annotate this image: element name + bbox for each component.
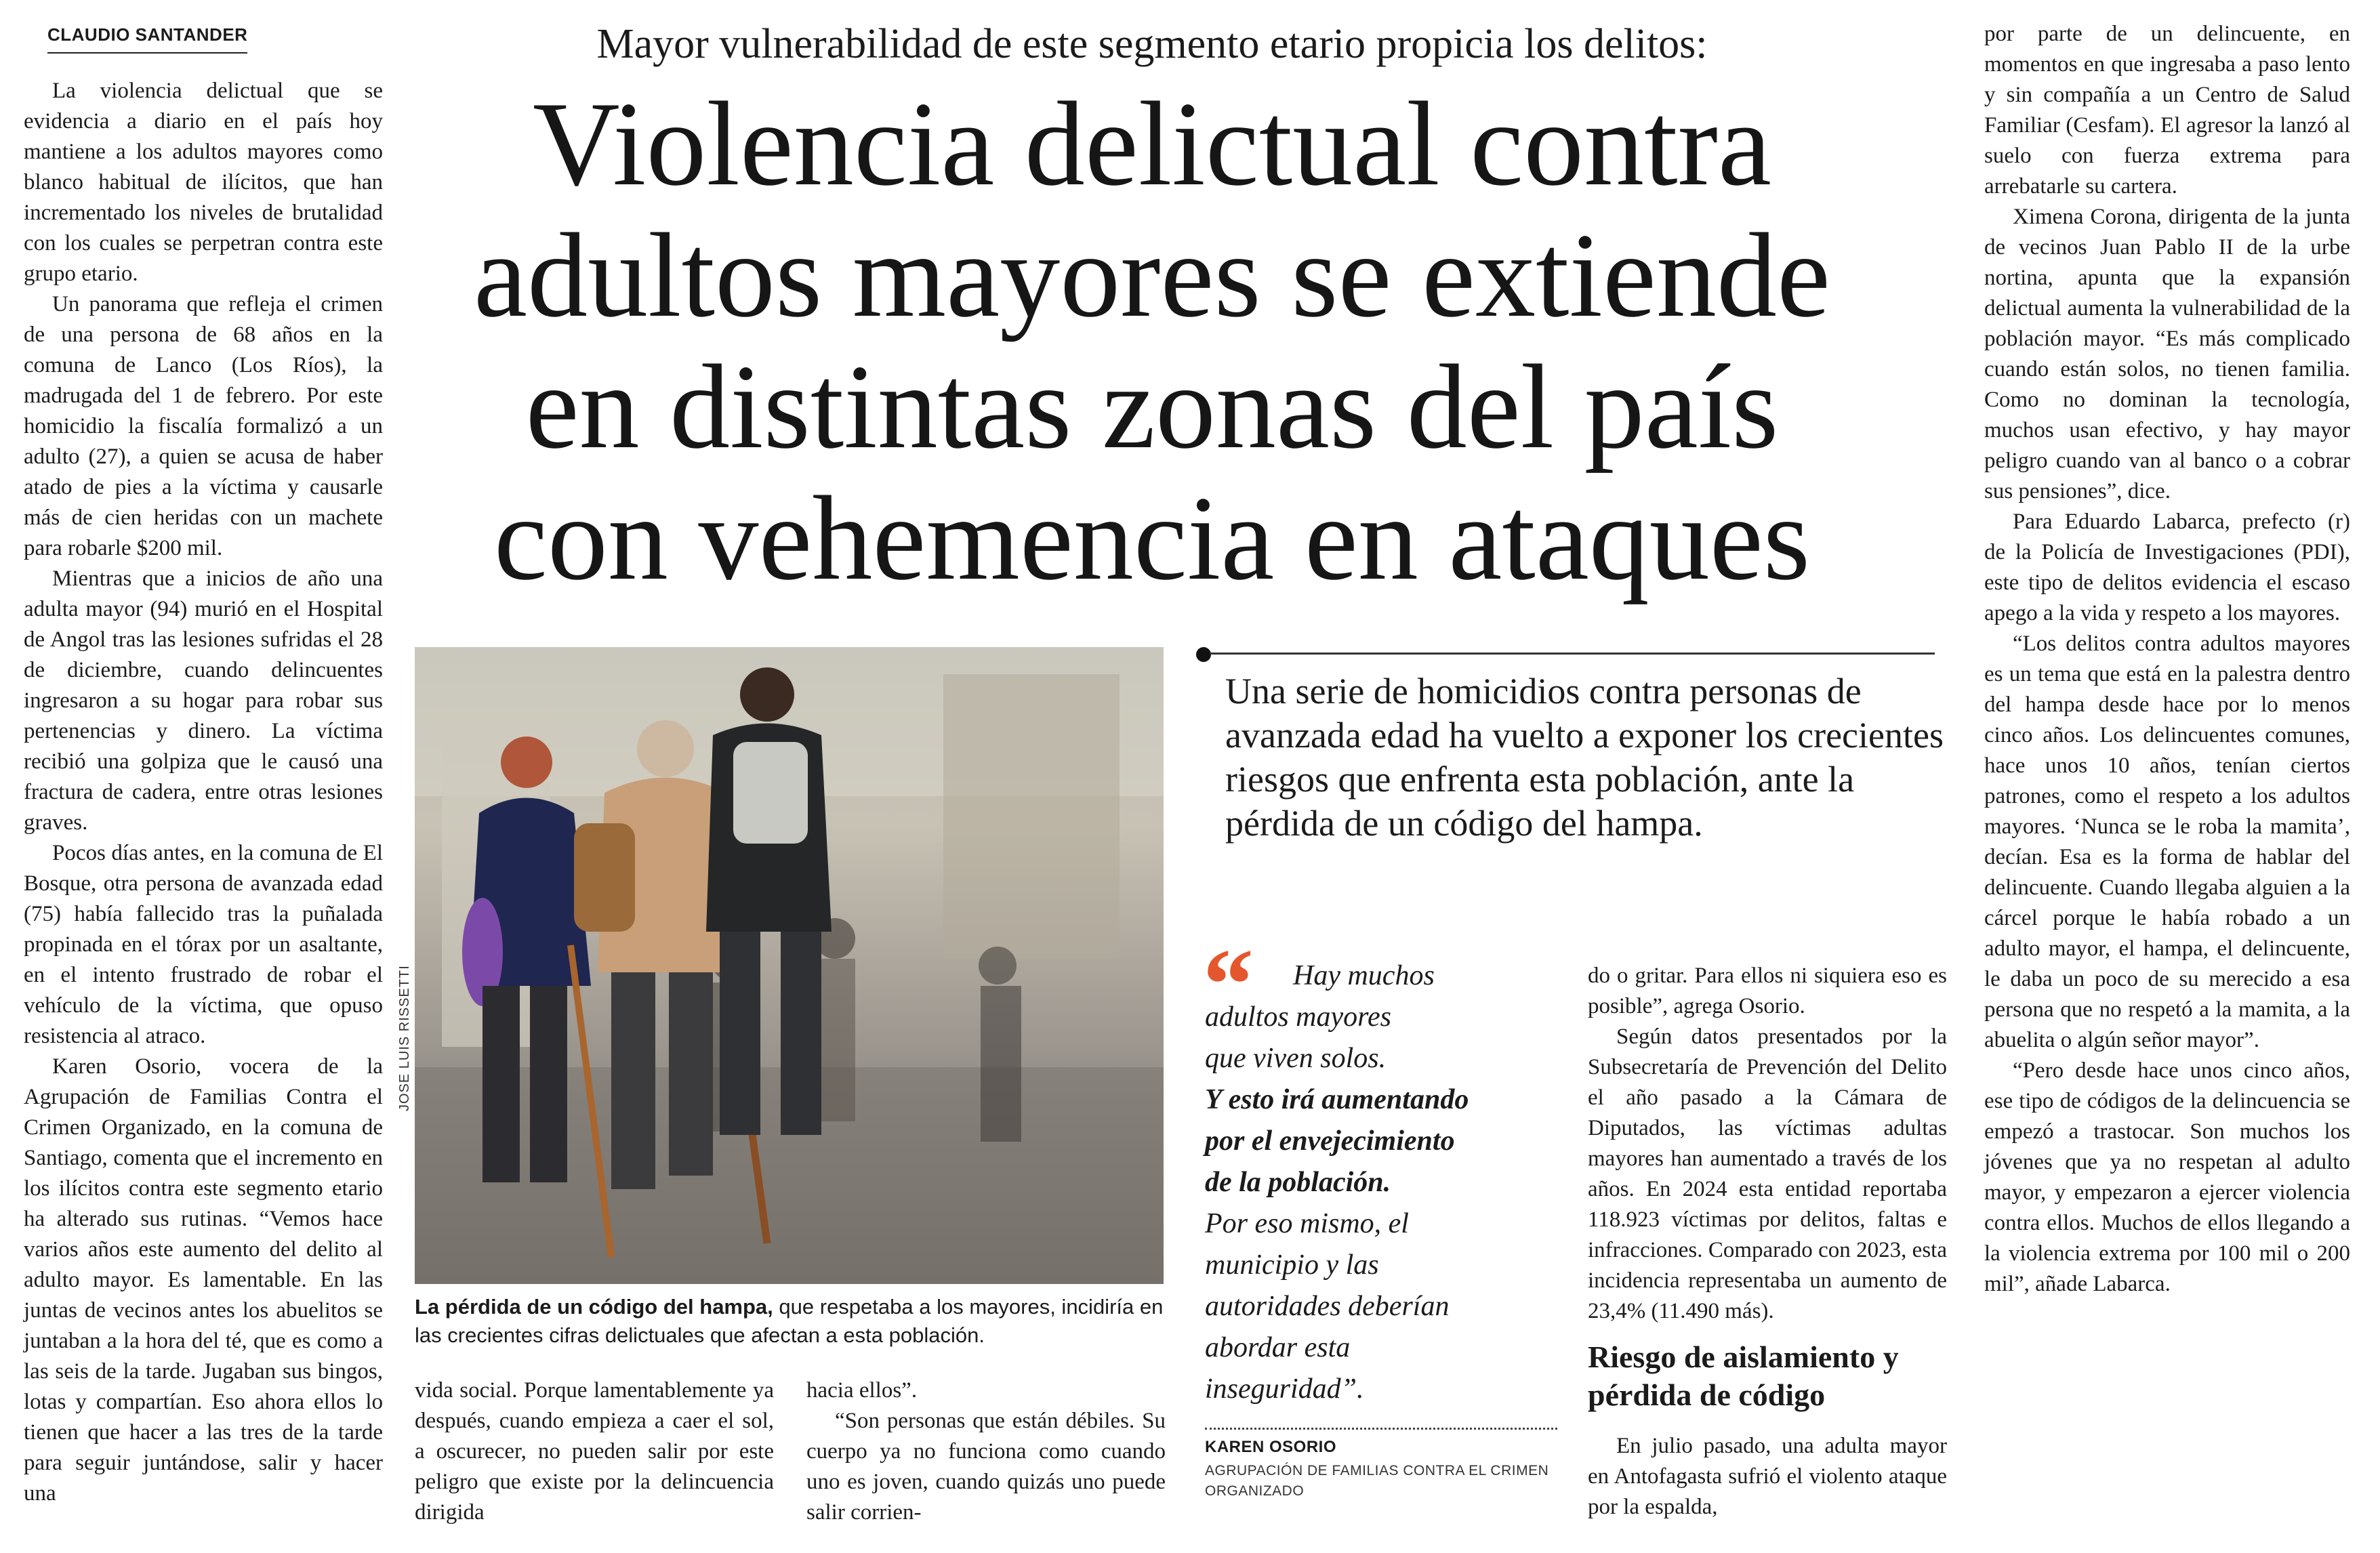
photo-caption [415,1293,1164,1350]
street-scene-illustration [415,647,1164,1284]
paragraph: por parte de un delincuente, en momentos en que ingresaba a paso lento y sin compañía a un Centro de Salud Familiar (Cesfam). El agresor la lanzó al suelo con fuerza extrema para arrebatarle su cartera. [1984,22,2350,199]
caption-bold: La pérdida de un código del hampa, [415,1295,773,1319]
headline-line: en distintas zonas del país [525,339,1779,474]
paragraph: hacia ellos”. [806,1378,918,1403]
quote-divider [1205,1428,1557,1430]
paragraph: Un panorama que refleja el crimen de una persona de 68 años en la comuna de Lanco (Los Ríos), la madrugada del 1 de febrero. Por este homicidio la fiscalía formalizó a un adulto (27), a quien se acusa de haber atado de pies a la víctima y causarle más de cien heridas con un machete para robarle $200 mil. [24,292,383,560]
article-column-5 [1984,19,2350,1300]
paragraph: Según datos presentados por la Subsecretaría de Prevención del Delito el año pasado a la Cámara de Diputados, las víctimas adultas mayores han aumentado a través de los años. En 2024 esta entidad reportaba 118.923 víctimas por delitos, faltas e infracciones. Comparado con 2023, esta incidencia representaba un aumento de 23,4% (11.490 más). [1588,1024,1947,1323]
paragraph: Para Eduardo Labarca, prefecto (r) de la Policía de Investigaciones (PDI), este tipo de delitos evidencia el escaso apego a la vida y respeto a los mayores. [1984,510,2350,625]
subheading: Riesgo de aislamiento y pérdida de código [1588,1340,1899,1412]
headline-line: con vehemencia en ataques [493,471,1811,605]
article-column-4 [1588,961,1947,1327]
paragraph: “Son personas que están débiles. Su cuerpo ya no funciona como cuando uno es joven, cuando quizás uno puede salir corrien- [806,1409,1166,1525]
kicker: Mayor vulnerabilidad de este segmento etario propicia los delitos: [596,21,1708,67]
quote-line: de la población. [1205,1167,1391,1198]
paragraph: En julio pasado, una adulta mayor en Antofagasta sufrió el violento ataque por la espalda, [1588,1434,1947,1519]
paragraph: Ximena Corona, dirigenta de la junta de vecinos Juan Pablo II de la urbe nortina, apunta que la expansión delictual aumenta la vulnerabilidad de la población mayor. “Es más complicado cuando están solos, no tienen familia. Como no dominan la tecnología, muchos usan efectivo, y hay mayor peligro cuando van al banco o a cobrar sus pensiones”, dice. [1984,205,2350,503]
quote-line: que viven solos. [1205,1043,1387,1074]
article-column-4-continued [1588,1431,1947,1523]
dek: Una serie de homicidios contra personas de avanzada edad ha vuelto a exponer los crecientes riesgos que enfrenta esta población, ante la pérdida de un código del hampa. [1225,671,1944,844]
article-column-3 [806,1375,1166,1528]
caption-text: que respetaba a los mayores, incidiría en las crecientes cifras delictuales que afectan a esta población. [415,1295,1164,1347]
quote-line: Por eso mismo, el [1205,1208,1409,1239]
article-column-1 [24,76,383,1509]
article-column-2 [415,1375,774,1528]
paragraph: Mientras que a inicios de año una adulta mayor (94) murió en el Hospital de Angol tras las lesiones sufridas el 28 de diciembre, cuando delincuentes ingresaron a su hogar para robar sus pertenencias y dinero. La víctima recibió una golpiza que le causó una fractura de cadera, entre otras lesiones graves. [24,566,383,835]
dek-rule [1210,653,1935,655]
dek-bullet [1196,647,1211,662]
quote-line: inseguridad”. [1205,1373,1364,1405]
paragraph: vida social. Porque lamentablemente ya después, cuando empieza a caer el sol, a oscurecer, no pueden salir por este peligro que existe por la delincuencia dirigida [415,1378,774,1525]
headline-line: Violencia delictual contra [533,77,1771,211]
byline: CLAUDIO SANTANDER [47,24,247,54]
paragraph: “Los delitos contra adultos mayores es un tema que está en la palestra dentro del hampa desde hace por lo menos cinco años. Los delincuentes comunes, hace unos 10 años, tenían ciertos patrones, como el respeto a los adultos mayores. ‘Nunca se le roba la mamita’, decían. Esa es la forma de hablar del delincuente. Cuando llegaba alguien a la cárcel porque le había robado a un adulto mayor, el hampa, el delincuente, le daba un poco de su merecido a esa persona que no respetó a la mamita, a la abuelita o algún señor mayor”. [1984,631,2350,1052]
quote-organization: AGRUPACIÓN DE FAMILIAS CONTRA EL CRIMEN ORGANIZADO [1205,1463,1549,1499]
quote-line: autoridades deberían [1205,1291,1450,1322]
paragraph: Karen Osorio, vocera de la Agrupación de Familias Contra el Crimen Organizado, en la comuna de Santiago, comenta que el incremento en los ilícitos contra este segmento etario ha alterado sus rutinas. “Vemos hace varios años este aumento del delito al adulto mayor. Es lamentable. En las juntas de vecinos antes los abuelitos se juntaban a la hora del té, que es como a las seis de la tarde. Jugaban sus bingos, lotas y compartían. Eso ahora ellos lo tienen que hacer a las tres de la tarde para seguir juntándose, salir y hacer una [24,1054,383,1506]
paragraph: Pocos días antes, en la comuna de El Bosque, otra persona de avanzada edad (75) había fallecido tras la puñalada propinada en el tórax por un asaltante, en el intento frustrado de robar el vehículo de la víctima, que opuso resistencia al atraco. [24,841,383,1048]
quote-line: adultos mayores [1205,1001,1391,1033]
quote-line: abordar esta [1205,1332,1351,1363]
paragraph: “Pero desde hace unos cinco años, ese tipo de códigos de la delincuencia se empezó a trastocar. Son muchos los jóvenes que ya no respetan al adulto mayor, y empezaron a ejercer violencia contra ellos. Muchos de ellos llegando a la violencia extrema por 100 mil o 200 mil”, añade Labarca. [1984,1058,2350,1296]
quote-line: municipio y las [1205,1249,1379,1281]
paragraph: do o gritar. Para ellos ni siquiera eso es posible”, agrega Osorio. [1588,964,1947,1018]
photo-credit: JOSE LUIS RISSETTI [397,965,412,1111]
quote-line: por el envejecimiento [1205,1125,1455,1157]
news-photo [415,647,1164,1284]
quote-author: KAREN OSORIO [1205,1438,1337,1456]
headline [434,78,1870,604]
quote-mark-icon: “ [1203,928,1254,1041]
headline-line: adultos mayores se extiende [474,208,1830,342]
quote-line: Y esto irá aumentando [1205,1084,1469,1115]
quote-line: Hay muchos [1293,960,1435,991]
pull-quote [1205,955,1557,1410]
paragraph: La violencia delictual que se evidencia a diario en el país hoy mantiene a los adultos mayores como blanco habitual de ilícitos, que han incrementado los niveles de brutalidad con los cuales se perpetran contra este grupo etario. [24,79,383,286]
